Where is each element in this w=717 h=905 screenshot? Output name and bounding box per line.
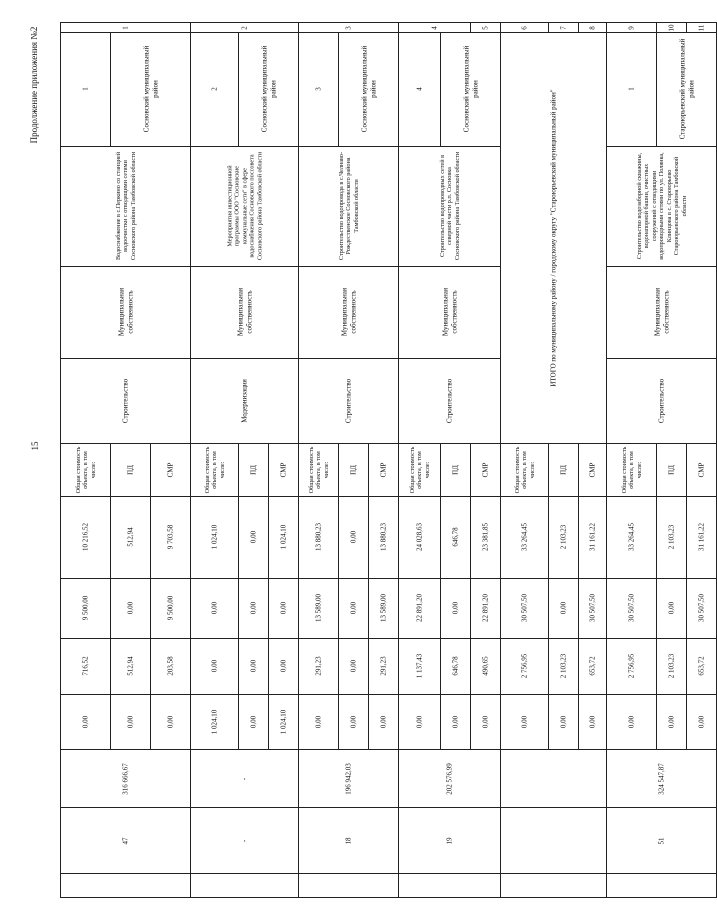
project-3-total-c9 xyxy=(299,639,339,694)
project-1-c11-text: 316 666,67 xyxy=(121,762,130,795)
project-3-object-text: Строительство водопровода в с.Челнаво-Рождественское Сосновского района Тамбовской области xyxy=(337,152,360,261)
project-5-district-text: Староюрьевский муниципальный район xyxy=(677,39,695,140)
project-1-number-text: 1 xyxy=(81,87,90,92)
project-2-total-c10 xyxy=(191,694,239,749)
project-4-number xyxy=(399,33,441,147)
itogo-smr-c10-text: 0,00 xyxy=(588,715,597,728)
itogo-total-c9-text: 2 756,95 xyxy=(520,654,529,679)
project-4-district-text: Сосновский муниципальный район xyxy=(461,46,479,133)
project-4-smr-c7 xyxy=(471,497,501,579)
project-2-smr-c10 xyxy=(269,694,299,749)
project-2-ownership-text: Муниципальная собственность xyxy=(235,288,253,337)
project-2-ownership xyxy=(191,266,299,359)
project-1-total-label-text: Общая стоимость объекта, в том числе: xyxy=(74,446,97,494)
project-4-c12-text: 19 xyxy=(445,837,454,845)
project-2-work-type-text: Модернизация xyxy=(240,379,249,423)
project-5-smr-label xyxy=(687,443,717,496)
project-5-pd-c9-text: 2 103,23 xyxy=(667,654,676,679)
project-2-object-text: Мероприятия инвестиционной программы ООО "Сосновские коммунальные сети" в сфере водоснабжения Сосновского поссовета Сосновского района Тамбовской области xyxy=(225,152,263,261)
project-4-object xyxy=(399,146,501,266)
project-2-total-c8-text: 0,00 xyxy=(210,602,219,615)
project-1-number xyxy=(61,33,111,147)
itogo-pd-c8-text: 0,00 xyxy=(559,602,568,615)
project-5-total-c7-text: 33 264,45 xyxy=(627,523,636,552)
project-4-c11-text: 202 576,99 xyxy=(445,762,454,795)
itogo-smr-c9-text: 653,72 xyxy=(588,656,597,676)
project-3-total-c7 xyxy=(299,497,339,579)
project-2-total-label-text: Общая стоимость объекта, в том числе: xyxy=(203,446,226,494)
project-3-number xyxy=(299,33,339,147)
itogo-total-c10 xyxy=(501,694,549,749)
project-1-smr-c10 xyxy=(151,694,191,749)
itogo-pd-label xyxy=(549,443,579,496)
column-band-6 xyxy=(61,497,717,579)
project-1-pd-c8-text: 0,00 xyxy=(126,602,135,615)
project-1-total-c7 xyxy=(61,497,111,579)
project-5-ownership xyxy=(607,266,717,359)
project-5-c12-text: 51 xyxy=(657,837,666,845)
itogo-label xyxy=(501,33,607,444)
project-3-pd-c8-text: 0,00 xyxy=(349,602,358,615)
project-3-total-c10-text: 0,00 xyxy=(314,715,323,728)
project-5-total-c9 xyxy=(607,639,657,694)
project-2-pd-c8-text: 0,00 xyxy=(249,602,258,615)
itogo-total-c9 xyxy=(501,639,549,694)
header-col-4 xyxy=(399,23,471,33)
project-2-total-c7-text: 1 024,10 xyxy=(210,525,219,550)
project-4-pd-c9 xyxy=(441,639,471,694)
project-4-smr-c8-text: 22 891,20 xyxy=(481,594,490,623)
project-4-c11 xyxy=(399,749,501,807)
project-2-district-text: Сосновский муниципальный район xyxy=(259,46,277,133)
project-5-total-c8-text: 30 507,50 xyxy=(627,594,636,623)
project-1-pd-label xyxy=(111,443,151,496)
project-3-ownership xyxy=(299,266,399,359)
project-3-edge xyxy=(299,873,399,897)
itogo-pd-c10 xyxy=(549,694,579,749)
project-5-smr-c8 xyxy=(687,578,717,638)
itogo-smr-c8-text: 30 507,50 xyxy=(588,594,597,623)
project-4-work-type xyxy=(399,359,501,444)
itogo-pd-c7-text: 2 103,23 xyxy=(559,525,568,550)
project-1-total-c7-text: 10 216,52 xyxy=(81,523,90,552)
project-1-smr-c8-text: 9 500,00 xyxy=(166,596,175,621)
project-3-smr-c7-text: 13 880,23 xyxy=(379,523,388,552)
header-col-10-text: 10 xyxy=(667,24,676,32)
project-4-pd-c9-text: 646,78 xyxy=(451,656,460,676)
project-2-edge xyxy=(191,873,299,897)
itogo-pd-c8 xyxy=(549,578,579,638)
project-5-total-c10 xyxy=(607,694,657,749)
project-1-total-label xyxy=(61,443,111,496)
project-5-total-c10-text: 0,00 xyxy=(627,715,636,728)
header-col-9 xyxy=(607,23,657,33)
project-5-smr-c9 xyxy=(687,639,717,694)
project-5-work-type xyxy=(607,359,717,444)
project-1-total-c9-text: 716,52 xyxy=(81,656,90,676)
itogo-pd-c9 xyxy=(549,639,579,694)
project-5-ownership-text: Муниципальная собственность xyxy=(652,288,670,337)
project-2-c11 xyxy=(191,749,299,807)
project-1-pd-c10 xyxy=(111,694,151,749)
project-2-total-c9-text: 0,00 xyxy=(210,660,219,673)
project-3-total-label-text: Общая стоимость объекта, в том числе: xyxy=(307,446,330,494)
project-2-pd-c9 xyxy=(239,639,269,694)
project-3-district-text: Сосновский муниципальный район xyxy=(359,46,377,133)
project-1-pd-c7-text: 512,94 xyxy=(126,527,135,548)
project-2-object xyxy=(191,146,299,266)
project-3-pd-c9-text: 0,00 xyxy=(349,660,358,673)
column-band-12 xyxy=(61,873,717,897)
project-5-total-c9-text: 2 756,95 xyxy=(627,654,636,679)
project-1-total-c8 xyxy=(61,578,111,638)
project-3-smr-label-text: СМР xyxy=(379,462,388,478)
project-4-pd-c7 xyxy=(441,497,471,579)
project-5-c11 xyxy=(607,749,717,807)
itogo-c12 xyxy=(501,808,607,873)
project-3-pd-c8 xyxy=(339,578,369,638)
project-2-smr-c8 xyxy=(269,578,299,638)
project-5-pd-label xyxy=(657,443,687,496)
project-1-ownership-text: Муниципальная собственность xyxy=(116,288,134,337)
project-4-total-c10-text: 0,00 xyxy=(415,715,424,728)
column-band-9 xyxy=(61,694,717,749)
project-4-smr-c9 xyxy=(471,639,501,694)
header-col-11 xyxy=(687,23,717,33)
project-3-work-type-text: Строительство xyxy=(344,378,353,424)
project-1-smr-c10-text: 0,00 xyxy=(166,715,175,728)
project-1-pd-label-text: ПД xyxy=(126,465,135,475)
itogo-smr-c9 xyxy=(579,639,607,694)
appendix-note: Продолжение приложения №2 xyxy=(29,26,39,144)
project-2-total-c8 xyxy=(191,578,239,638)
itogo-label-text: ИТОГО по муниципальному району / городскому округу "Староюрьевский муниципальный район" xyxy=(549,89,558,387)
project-4-pd-c10 xyxy=(441,694,471,749)
project-2-total-label xyxy=(191,443,239,496)
project-4-pd-label-text: ПД xyxy=(451,465,460,475)
project-3-pd-c7 xyxy=(339,497,369,579)
header-col-7-text: 7 xyxy=(559,25,568,30)
project-2-c12 xyxy=(191,808,299,873)
project-2-pd-c7 xyxy=(239,497,269,579)
itogo-total-label xyxy=(501,443,549,496)
header-col-6 xyxy=(501,23,549,33)
project-2-smr-c8-text: 0,00 xyxy=(279,602,288,615)
project-4-smr-c9-text: 490,65 xyxy=(481,656,490,676)
project-5-number xyxy=(607,33,657,147)
project-2-district xyxy=(239,33,299,147)
project-1-c12 xyxy=(61,808,191,873)
project-1-pd-c10-text: 0,00 xyxy=(126,715,135,728)
project-5-pd-c9 xyxy=(657,639,687,694)
project-1-smr-c7-text: 9 703,58 xyxy=(166,525,175,550)
column-band-10 xyxy=(61,749,717,807)
header-col-3 xyxy=(299,23,399,33)
project-5-smr-c10 xyxy=(687,694,717,749)
header-col-5 xyxy=(471,23,501,33)
itogo-pd-c9-text: 2 103,23 xyxy=(559,654,568,679)
column-band-3 xyxy=(61,266,717,359)
project-4-total-c8-text: 22 891,20 xyxy=(415,594,424,623)
project-2-pd-c10 xyxy=(239,694,269,749)
project-5-smr-c8-text: 30 507,50 xyxy=(697,594,706,623)
project-1-pd-c9 xyxy=(111,639,151,694)
project-3-c12 xyxy=(299,808,399,873)
project-1-total-c10-text: 0,00 xyxy=(81,715,90,728)
project-3-total-c8-text: 13 589,00 xyxy=(314,594,323,623)
project-4-total-c10 xyxy=(399,694,441,749)
project-3-total-c8 xyxy=(299,578,339,638)
project-3-pd-c7-text: 0,00 xyxy=(349,531,358,544)
itogo-pd-c7 xyxy=(549,497,579,579)
itogo-smr-c7 xyxy=(579,497,607,579)
project-5-object xyxy=(607,146,717,266)
project-4-pd-c8 xyxy=(441,578,471,638)
project-3-district xyxy=(339,33,399,147)
page-number: 15 xyxy=(30,441,40,451)
itogo-smr-c7-text: 31 161,22 xyxy=(588,523,597,552)
itogo-total-c10-text: 0,00 xyxy=(520,715,529,728)
project-3-smr-c10-text: 0,00 xyxy=(379,715,388,728)
project-2-smr-c7 xyxy=(269,497,299,579)
project-3-total-c7-text: 13 880,23 xyxy=(314,523,323,552)
project-3-pd-c9 xyxy=(339,639,369,694)
itogo-pd-label-text: ПД xyxy=(559,465,568,475)
itogo-smr-c8 xyxy=(579,578,607,638)
project-5-smr-c9-text: 653,72 xyxy=(697,656,706,676)
project-5-pd-label-text: ПД xyxy=(667,465,676,475)
project-4-total-c8 xyxy=(399,578,441,638)
project-2-pd-c10-text: 0,00 xyxy=(249,715,258,728)
project-3-work-type xyxy=(299,359,399,444)
project-2-pd-c7-text: 0,00 xyxy=(249,531,258,544)
project-3-pd-label-text: ПД xyxy=(349,465,358,475)
project-3-total-c10 xyxy=(299,694,339,749)
header-col-11-text: 11 xyxy=(697,24,706,31)
project-2-smr-label xyxy=(269,443,299,496)
project-3-object xyxy=(299,146,399,266)
project-1-object xyxy=(61,146,191,266)
project-4-total-c9-text: 1 137,43 xyxy=(415,654,424,679)
header-col-7 xyxy=(549,23,579,33)
itogo-smr-label-text: СМР xyxy=(588,462,597,478)
project-5-total-c7 xyxy=(607,497,657,579)
project-2-pd-label xyxy=(239,443,269,496)
project-2-smr-c9 xyxy=(269,639,299,694)
project-4-smr-c8 xyxy=(471,578,501,638)
itogo-pd-c10-text: 0,00 xyxy=(559,715,568,728)
project-2-smr-label-text: СМР xyxy=(279,462,288,478)
itogo-total-label-text: Общая стоимость объекта, в том числе: xyxy=(513,446,536,494)
project-1-district-text: Сосновский муниципальный район xyxy=(141,46,159,133)
project-4-number-text: 4 xyxy=(415,87,424,92)
project-2-pd-c8 xyxy=(239,578,269,638)
itogo-c11 xyxy=(501,749,607,807)
project-5-pd-c10-text: 0,00 xyxy=(667,715,676,728)
project-3-pd-c10-text: 0,00 xyxy=(349,715,358,728)
project-3-smr-c9-text: 291,23 xyxy=(379,656,388,676)
itogo-smr-label xyxy=(579,443,607,496)
project-4-total-label-text: Общая стоимость объекта, в том числе: xyxy=(408,446,431,494)
project-4-smr-label-text: СМР xyxy=(481,462,490,478)
column-band-1 xyxy=(61,33,717,147)
project-4-total-c9 xyxy=(399,639,441,694)
project-1-work-type-text: Строительство xyxy=(121,378,130,424)
project-3-smr-c9 xyxy=(369,639,399,694)
project-5-pd-c8 xyxy=(657,578,687,638)
project-5-pd-c7-text: 2 103,23 xyxy=(667,525,676,550)
project-2-total-c7 xyxy=(191,497,239,579)
header-col-4-text: 4 xyxy=(430,25,439,30)
project-5-smr-label-text: СМР xyxy=(697,462,706,478)
project-4-ownership xyxy=(399,266,501,359)
project-5-smr-c7 xyxy=(687,497,717,579)
project-3-smr-c7 xyxy=(369,497,399,579)
project-1-edge xyxy=(61,873,191,897)
project-1-total-c8-text: 9 500,00 xyxy=(81,596,90,621)
project-1-work-type xyxy=(61,359,191,444)
project-1-smr-label-text: СМР xyxy=(166,462,175,478)
header-row xyxy=(61,23,717,33)
project-5-c11-text: 324 547,87 xyxy=(657,762,666,795)
project-3-number-text: 3 xyxy=(314,87,323,92)
project-5-number-text: 1 xyxy=(627,87,636,92)
project-2-smr-c10-text: 1 024,10 xyxy=(279,709,288,734)
project-1-smr-c9 xyxy=(151,639,191,694)
project-5-total-c8 xyxy=(607,578,657,638)
header-col-8 xyxy=(579,23,607,33)
project-1-total-c10 xyxy=(61,694,111,749)
project-3-pd-label xyxy=(339,443,369,496)
project-4-total-c7-text: 24 028,63 xyxy=(415,523,424,552)
header-col-8-text: 8 xyxy=(588,25,597,30)
project-5-total-label-text: Общая стоимость объекта, в том числе: xyxy=(620,446,643,494)
column-band-5 xyxy=(61,443,717,496)
header-col-1 xyxy=(61,23,191,33)
project-2-total-c10-text: 1 024,10 xyxy=(210,709,219,734)
header-col-2 xyxy=(191,23,299,33)
project-3-smr-c10 xyxy=(369,694,399,749)
column-band-2 xyxy=(61,146,717,266)
project-2-c11-text: - xyxy=(240,777,249,780)
column-band-4 xyxy=(61,359,717,444)
project-4-total-c7 xyxy=(399,497,441,579)
project-4-smr-c10 xyxy=(471,694,501,749)
column-band-8 xyxy=(61,639,717,694)
project-2-total-c9 xyxy=(191,639,239,694)
header-col-1-text: 1 xyxy=(121,25,130,30)
project-1-smr-label xyxy=(151,443,191,496)
project-1-district xyxy=(111,33,191,147)
project-1-c12-text: 47 xyxy=(121,837,130,845)
project-2-work-type xyxy=(191,359,299,444)
project-3-c12-text: 18 xyxy=(344,837,353,845)
project-3-c11-text: 196 942,03 xyxy=(344,762,353,795)
project-5-total-label xyxy=(607,443,657,496)
project-5-pd-c10 xyxy=(657,694,687,749)
itogo-total-c8 xyxy=(501,578,549,638)
project-3-smr-c8-text: 13 589,00 xyxy=(379,594,388,623)
header-col-6-text: 6 xyxy=(520,25,529,30)
project-5-pd-c8-text: 0,00 xyxy=(667,602,676,615)
header-col-9-text: 9 xyxy=(627,25,636,30)
project-1-object-text: Водоснабжение в с.Перкино со станцией водоочистки с отводящими сетями Сосновского района Тамбовской области xyxy=(114,152,137,261)
itogo-edge xyxy=(501,873,607,897)
project-5-object-text: Строительство водозаборной скважины, водонапорной башни, очистных сооружений с отводящими водопроводными сетями по ул. Полянка, Клинцова в с. Староюрьево Староюрьевского района Тамбовской области xyxy=(635,152,688,260)
project-4-total-label xyxy=(399,443,441,496)
project-1-smr-c8 xyxy=(151,578,191,638)
project-2-pd-c9-text: 0,00 xyxy=(249,660,258,673)
project-5-work-type-text: Строительство xyxy=(657,378,666,424)
appendix-table xyxy=(60,22,717,898)
project-4-pd-c8-text: 0,00 xyxy=(451,602,460,615)
project-1-smr-c9-text: 203,58 xyxy=(166,656,175,676)
itogo-smr-c10 xyxy=(579,694,607,749)
project-4-pd-c10-text: 0,00 xyxy=(451,715,460,728)
itogo-total-c7 xyxy=(501,497,549,579)
project-2-pd-label-text: ПД xyxy=(249,465,258,475)
project-1-pd-c7 xyxy=(111,497,151,579)
project-3-smr-label xyxy=(369,443,399,496)
project-2-number-text: 2 xyxy=(210,87,219,92)
project-1-pd-c8 xyxy=(111,578,151,638)
project-4-pd-label xyxy=(441,443,471,496)
header-col-5-text: 5 xyxy=(481,25,490,30)
project-1-c11 xyxy=(61,749,191,807)
project-4-district xyxy=(441,33,501,147)
header-col-3-text: 3 xyxy=(344,25,353,30)
project-3-smr-c8 xyxy=(369,578,399,638)
project-2-smr-c9-text: 0,00 xyxy=(279,660,288,673)
project-5-smr-c7-text: 31 161,22 xyxy=(697,523,706,552)
project-1-smr-c7 xyxy=(151,497,191,579)
itogo-total-c7-text: 33 264,45 xyxy=(520,523,529,552)
project-2-smr-c7-text: 1 024,10 xyxy=(279,525,288,550)
project-1-ownership xyxy=(61,266,191,359)
project-4-work-type-text: Строительство xyxy=(445,378,454,424)
column-band-7 xyxy=(61,578,717,638)
project-5-smr-c10-text: 0,00 xyxy=(697,715,706,728)
project-3-c11 xyxy=(299,749,399,807)
project-4-smr-label xyxy=(471,443,501,496)
project-3-ownership-text: Муниципальная собственность xyxy=(339,288,357,337)
itogo-total-c8-text: 30 507,50 xyxy=(520,594,529,623)
project-2-number xyxy=(191,33,239,147)
project-4-object-text: Строительство водопроводных сетей в северной части р.п. Сосновка Сосновского района Тамбовской области xyxy=(438,152,461,261)
project-4-pd-c7-text: 646,78 xyxy=(451,527,460,548)
project-5-district xyxy=(657,33,717,147)
header-col-10 xyxy=(657,23,687,33)
project-3-total-label xyxy=(299,443,339,496)
project-1-pd-c9-text: 512,94 xyxy=(126,656,135,676)
project-4-smr-c7-text: 23 381,85 xyxy=(481,523,490,552)
project-5-c12 xyxy=(607,808,717,873)
project-4-c12 xyxy=(399,808,501,873)
project-5-pd-c7 xyxy=(657,497,687,579)
project-2-c12-text: - xyxy=(240,839,249,842)
project-3-total-c9-text: 291,23 xyxy=(314,656,323,676)
header-col-2-text: 2 xyxy=(240,25,249,30)
project-4-smr-c10-text: 0,00 xyxy=(481,715,490,728)
column-band-11 xyxy=(61,808,717,873)
project-1-total-c9 xyxy=(61,639,111,694)
project-5-edge xyxy=(607,873,717,897)
project-4-edge xyxy=(399,873,501,897)
project-4-ownership-text: Муниципальная собственность xyxy=(440,288,458,337)
project-3-pd-c10 xyxy=(339,694,369,749)
